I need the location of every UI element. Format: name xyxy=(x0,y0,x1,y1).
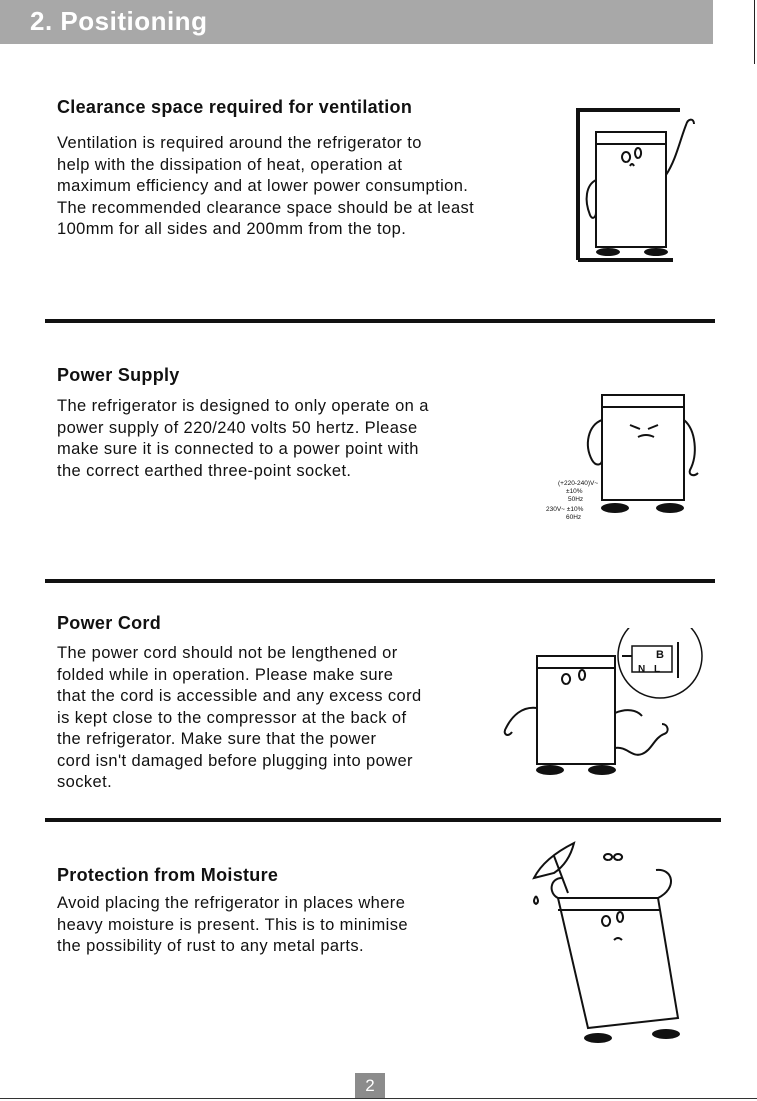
section-title-power-cord: Power Cord xyxy=(57,613,162,633)
section-body-power-supply xyxy=(57,396,429,482)
text-line: the possibility of rust to any metal parts. xyxy=(57,937,364,955)
voltage-label-1: (+220-240)V~ xyxy=(558,480,599,487)
text-line: socket. xyxy=(57,773,113,791)
text-line: heavy moisture is present. This is to minimise xyxy=(57,915,408,934)
section-header-bar xyxy=(0,0,713,44)
frequency-label-2: 60Hz xyxy=(566,514,582,521)
text-line: 100mm for all sides and 200mm from the top. xyxy=(57,220,407,238)
terminal-label-b: B xyxy=(656,649,664,661)
text-line: The recommended clearance space should be at least xyxy=(57,198,475,217)
section-divider xyxy=(45,319,715,323)
text-line: help with the dissipation of heat, operation at xyxy=(57,155,403,174)
text-line: The refrigerator is designed to only operate on a xyxy=(57,397,429,415)
section-body-power-cord xyxy=(57,643,422,794)
section-title-power-supply: Power Supply xyxy=(57,365,180,385)
text-line: The power cord should not be lengthened or xyxy=(57,644,398,662)
section-title-moisture: Protection from Moisture xyxy=(57,865,279,885)
page-title: 2. Positioning xyxy=(30,6,208,36)
text-line: cord isn't damaged before plugging into power xyxy=(57,751,413,770)
section-divider xyxy=(45,818,721,822)
voltage-label-2: ±10% xyxy=(566,488,583,495)
text-line: is kept close to the compressor at the back of xyxy=(57,708,407,727)
bottom-rule xyxy=(0,1098,757,1099)
section-title-ventilation: Clearance space required for ventilation xyxy=(57,97,413,117)
page-number: 2 xyxy=(355,1073,385,1099)
section-divider xyxy=(45,579,715,583)
terminal-label-l: L xyxy=(654,664,661,675)
text-line: Ventilation is required around the refrigerator to xyxy=(57,134,422,152)
fridge-power-supply-illustration xyxy=(530,385,720,545)
section-body-ventilation xyxy=(57,133,474,241)
terminal-label-n: N xyxy=(638,664,646,675)
fridge-clearance-illustration xyxy=(568,100,703,265)
fridge-moisture-illustration xyxy=(528,838,708,1053)
text-line: the correct earthed three-point socket. xyxy=(57,461,352,480)
voltage-label-3: 230V~ ±10% xyxy=(546,506,584,513)
fridge-power-cord-illustration xyxy=(492,628,712,778)
text-line: that the cord is accessible and any excess cord xyxy=(57,687,422,705)
text-line: maximum efficiency and at lower power consumption. xyxy=(57,177,469,195)
text-line: power supply of 220/240 volts 50 hertz. Please xyxy=(57,418,418,437)
page-edge-line xyxy=(754,0,755,64)
section-body-moisture xyxy=(57,893,408,958)
text-line: make sure it is connected to a power point with xyxy=(57,440,419,458)
text-line: folded while in operation. Please make sure xyxy=(57,665,394,684)
text-line: Avoid placing the refrigerator in places where xyxy=(57,894,406,912)
frequency-label-1: 50Hz xyxy=(568,496,584,503)
text-line: the refrigerator. Make sure that the power xyxy=(57,730,377,748)
